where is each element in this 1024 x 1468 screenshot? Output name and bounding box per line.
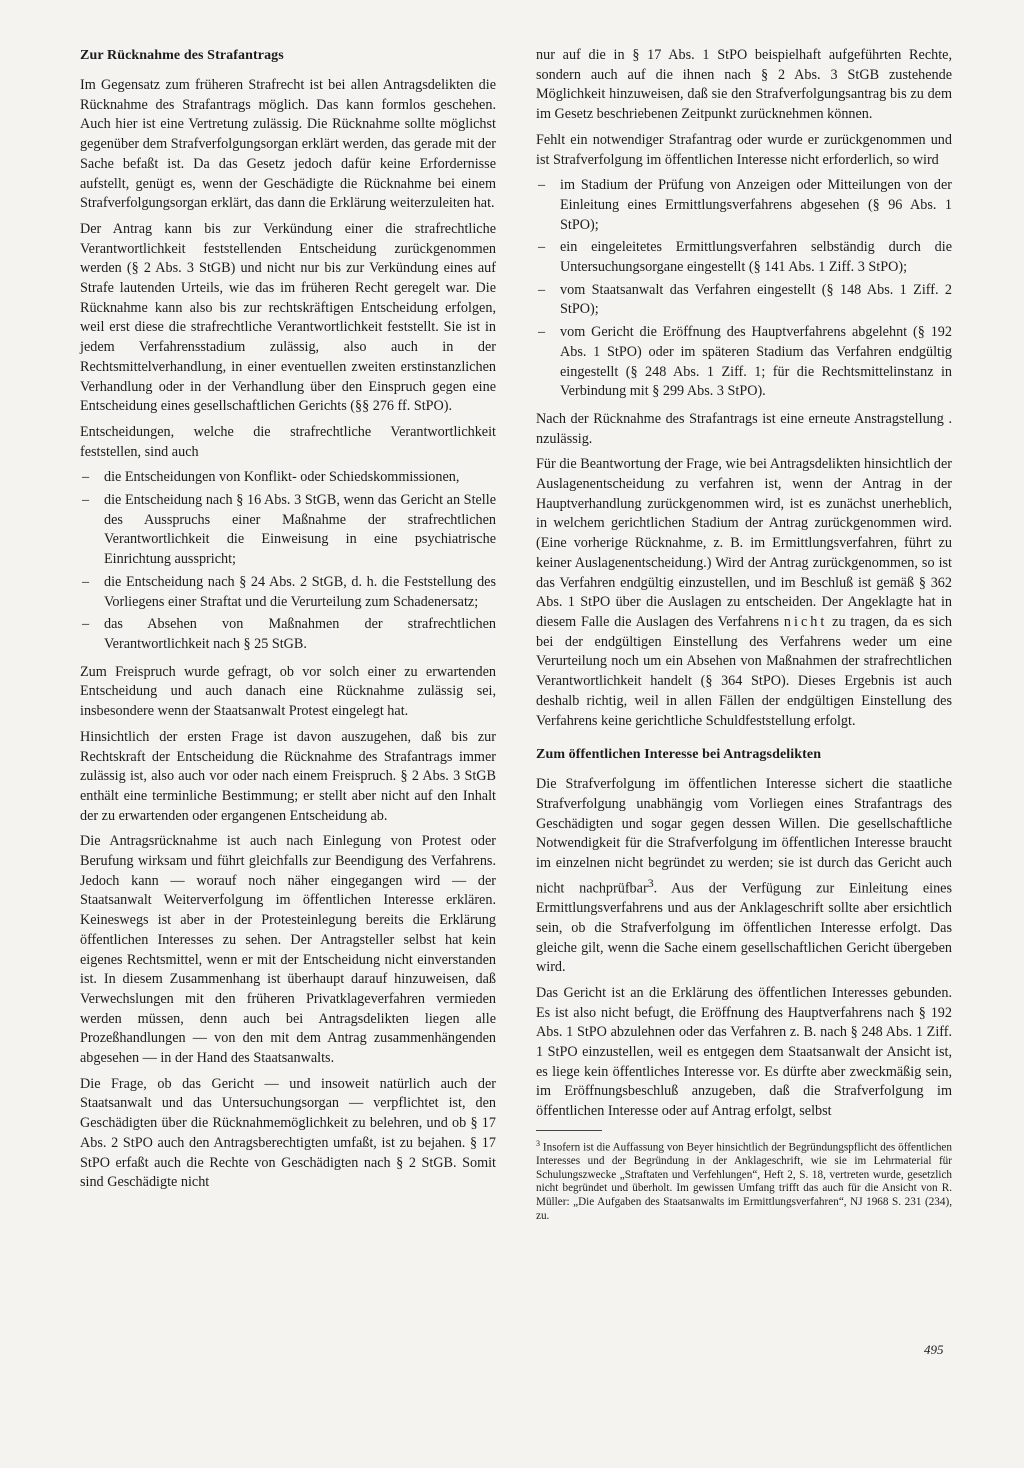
paragraph: Hinsichtlich der ersten Frage ist davon auszugehen, daß bis zur Rechtskraft der Entscheidung die Rücknahme des Strafantrags immer zulässig ist, also auch vor oder nach einem Freispruch. § 2 Abs. 3 StGB enthält eine terminliche Bestimmung; er stellt aber nicht auf den Inhalt der zu erwartenden oder ergangenen Entscheidung ab. (80, 728, 496, 824)
list-item: – ein eingeleitetes Ermittlungsverfahren selbständig durch die Untersuchungsorgane eingestellt (§ 141 Abs. 1 Ziff. 3 StPO); (536, 238, 952, 277)
paragraph: Der Antrag kann bis zur Verkündung einer die strafrechtliche Verantwortlichkeit feststellenden Entscheidung zurückgenommen werden (§ 2 Abs. 3 StGB) und nicht nur bis zur Verkündung eines auf Strafe lautenden Urteils, wie das im früheren Recht geregelt war. Die Rücknahme kann also bis zur rechtskräftigen Entscheidung erfolgen, weil erst diese die strafrechtliche Verantwortlichkeit feststellt. Sie ist in jedem Verfahrensstadium zulässig, also auch in der Rechtsmittelverhandlung, in einer eventuellen zweiten erstinstanzlichen Verhandlung oder in der Verhandlung über den Einspruch gegen eine Entscheidung eines gesellschaftlichen Gerichts (§§ 276 ff. StPO). (80, 220, 496, 415)
paragraph: Zum Freispruch wurde gefragt, ob vor solch einer zu erwartenden Entscheidung und auch danach eine Rücknahme zulässig sei, insbesondere wenn der Staatsanwalt Protest eingelegt hat. (80, 663, 496, 720)
text-run: zu tragen, da es sich bei der endgültigen Einstellung des Verfahrens weder um eine Verurteilung noch um ein Absehen von Maßnahmen der strafrechtlichen Verantwortlichkeit handelt (§ 364 StPO). Dieses Ergebnis ist auch deshalb richtig, weil in allen Fällen der endgültigen Einstellung des Verfahrens keine gerichtliche Schuldfeststellung erfolgt. (536, 613, 953, 729)
right-column (536, 46, 952, 1229)
paragraph: Im Gegensatz zum früheren Strafrecht ist bei allen Antragsdelikten die Rücknahme des Strafantrags möglich. Das kann formlos geschehen. Auch hier ist eine Vertretung zulässig. Die Rücknahme sollte möglichst gegenüber dem Strafverfolgungsorgan erklärt werden, das gerade mit der Sache befaßt ist. Da das Gesetz jedoch dafür keine Erfordernisse aufstellt, genügt es, wenn der Geschädigte die Rücknahme bei einem Strafverfolgungsorgan erklärt, das dann die Erklärung weiterzuleiten hat. (80, 77, 496, 212)
paragraph: Entscheidungen, welche die strafrechtliche Verantwortlichkeit feststellen, sind auch (80, 423, 496, 460)
text-run: Für die Beantwortung der Frage, wie bei Antragsdelikten hinsichtlich der Auslagenentscheidung zu verfahren ist, wenn der Antrag in der Hauptverhandlung zurückgenommen wird, ist es zunächst unerheblich, in welchem gerichtlichen Stadium der Antrag zurückgenommen wird. (Eine vorherige Rücknahme, z. B. im Ermittlungsverfahren, führt zu keiner Auslagenentscheidung.) Wird der Antrag zurückgenommen, so ist das Verfahren endgültig einzustellen, und im Beschluß ist gemäß § 362 Abs. 1 StPO über die Auslagen zu entscheiden. Der Angeklagte hat in diesem Falle die Auslagen des Verfahrens (536, 456, 952, 630)
list-item: – das Absehen von Maßnahmen der strafrechtlichen Verantwortlichkeit nach § 25 StGB. (80, 615, 496, 654)
section-heading-public-interest: Zum öffentlichen Interesse bei Antragsdelikten (536, 747, 822, 763)
list-item: – vom Gericht die Eröffnung des Hauptverfahrens abgelehnt (§ 192 Abs. 1 StPO) oder im späteren Stadium das Verfahren endgültig eingestellt (§ 248 Abs. 1 Ziff. 1; für die Rechtsmittelinstanz in Verbindung mit § 299 Abs. 3 StPO). (536, 323, 952, 402)
text-run: Die Strafverfolgung im öffentlichen Interesse sichert die staatliche Strafverfolgung unabhängig vom Vorliegen eines Strafantrags des Geschädigten und sogar gegen dessen Willen. Die gesellschaftliche Notwendigkeit für die Strafverfolgung im öffentlichen Interesse braucht im einzelnen nicht begründet zu werden; sie ist durch das Gericht auch nicht nachprüfbar (536, 776, 952, 897)
paragraph: Das Gericht ist an die Erklärung des öffentlichen Interesses gebunden. Es ist also nicht befugt, die Eröffnung des Hauptverfahrens nach § 192 Abs. 1 StPO abzulehnen oder das Verfahren z. B. nach § 248 Abs. 1 Ziff. 1 StPO einzustellen, weil es entgegen dem Staatsanwalt der Ansicht ist, es liege kein öffentliches Interesse vor. Es dürfte aber zweckmäßig sein, im Eröffnungsbeschluß anzugeben, daß die Strafverfolgung im öffentlichen Interesse oder auf Antrag erfolgt, selbst (536, 984, 952, 1120)
list-item: – die Entscheidungen von Konflikt- oder Schiedskommissionen, (80, 468, 496, 488)
text-run: . Aus der Verfügung zur Einleitung eines Ermittlungsverfahrens und aus der Anklageschrift sollte aber ersichtlich sein, ob die Strafverfolgung im öffentlichen Interesse erfolgt. Das gleiche gilt, wenn die Sache einem gesellschaftlichen Gericht übergeben wird. (536, 880, 952, 976)
list-item: – im Stadium der Prüfung von Anzeigen oder Mitteilungen von der Einleitung eines Ermittlungsverfahrens abgesehen (§ 96 Abs. 1 StPO); (536, 176, 952, 235)
paragraph (536, 775, 952, 978)
left-column (80, 46, 496, 1199)
paragraph: Nach der Rücknahme des Strafantrags ist eine erneute Anstragstellung . nzulässig. (536, 410, 952, 447)
procedure-list (536, 176, 952, 402)
paragraph: Fehlt ein notwendiger Strafantrag oder wurde er zurückgenommen und ist Strafverfolgung im öffentlichen Interesse nicht erforderlich, so wird (536, 131, 952, 168)
footnote-reference[interactable]: 3 (647, 875, 654, 890)
footnote-number: 3 (536, 1138, 540, 1148)
list-item: – vom Staatsanwalt das Verfahren eingestellt (§ 148 Abs. 1 Ziff. 2 StPO); (536, 281, 952, 320)
page-number: 495 (924, 1342, 944, 1357)
footnote (536, 1137, 952, 1223)
paragraph: Die Antragsrücknahme ist auch nach Einlegung von Protest oder Berufung wirksam und führt gleichfalls zur Beendigung des Verfahrens. Jedoch kann — worauf noch näher eingegangen wird — der Staatsanwalt Weiterverfolgung im öffentlichen Interesse erklären. Keineswegs ist aber in der Protesteinlegung bereits die Erklärung öffentlichen Interesses zu sehen. Der Antragsteller selbst hat kein eigenes Rechtsmittel, wenn er mit der Entscheidung nicht einverstanden ist. In diesem Zusammenhang ist überhaupt darauf hinzuweisen, daß Verwechslungen mit den früheren Privatklageverfahren vermieden werden müssen, denn auch bei Antragsdelikten liegen alle Prozeßhandlungen — von den mit dem Antrag zusammenhängenden abgesehen — in der Hand des Staatsanwalts. (80, 833, 496, 1067)
decision-list (80, 468, 496, 654)
paragraph: nur auf die in § 17 Abs. 1 StPO beispielhaft aufgeführten Rechte, sondern auch auf die ihnen nach § 2 Abs. 3 StGB zustehende Möglichkeit hinzuweisen, daß sie den Strafverfolgungsantrag bis zu dem im Gesetz beschriebenen Zeitpunkt zurücknehmen können. (536, 47, 952, 123)
footnote-text: Insofern ist die Auffassung von Beyer hinsichtlich der Begründungspflicht des öffentlichen Interesses und der Begründung in der Anklageschrift, wie sie im Lehrmaterial für Schulungszwecke „Straftaten und Verfehlungen“, Heft 2, S. 18, vertreten wurde, gesetzlich nicht begründet und überholt. Im gewissen Umfang trifft das auch für die Ansicht von R. Müller: „Die Aufgaben des Staatsanwalts im Ermittlungsverfahren“, NJ 1968 S. 231 (234), zu. (536, 1141, 952, 1222)
paragraph: Die Frage, ob das Gericht — und insoweit natürlich auch der Staatsanwalt und das Untersuchungsorgan — verpflichtet ist, den Geschädigten über die Rücknahmemöglichkeit zu belehren, und ob § 17 Abs. 2 StPO auch den Antragsberechtigten umfaßt, ist zu bejahen. § 17 StPO erfaßt auch die Rechte von Geschädigten nach § 2 StGB. Somit sind Geschädigte nicht (80, 1075, 496, 1191)
emphasis-text: nicht (783, 613, 828, 630)
paragraph (536, 455, 952, 731)
section-heading-withdrawal: Zur Rücknahme des Strafantrags (80, 48, 284, 63)
footnote-divider (536, 1130, 602, 1131)
list-item: – die Entscheidung nach § 24 Abs. 2 StGB, d. h. die Feststellung des Vorliegens einer Straftat und die Verurteilung zum Schadenersatz; (80, 573, 496, 612)
list-item: – die Entscheidung nach § 16 Abs. 3 StGB, wenn das Gericht an Stelle des Ausspruchs einer Maßnahme der strafrechtlichen Verantwortlichkeit die Einweisung in eine psychiatrische Einrichtung ausspricht; (80, 491, 496, 570)
